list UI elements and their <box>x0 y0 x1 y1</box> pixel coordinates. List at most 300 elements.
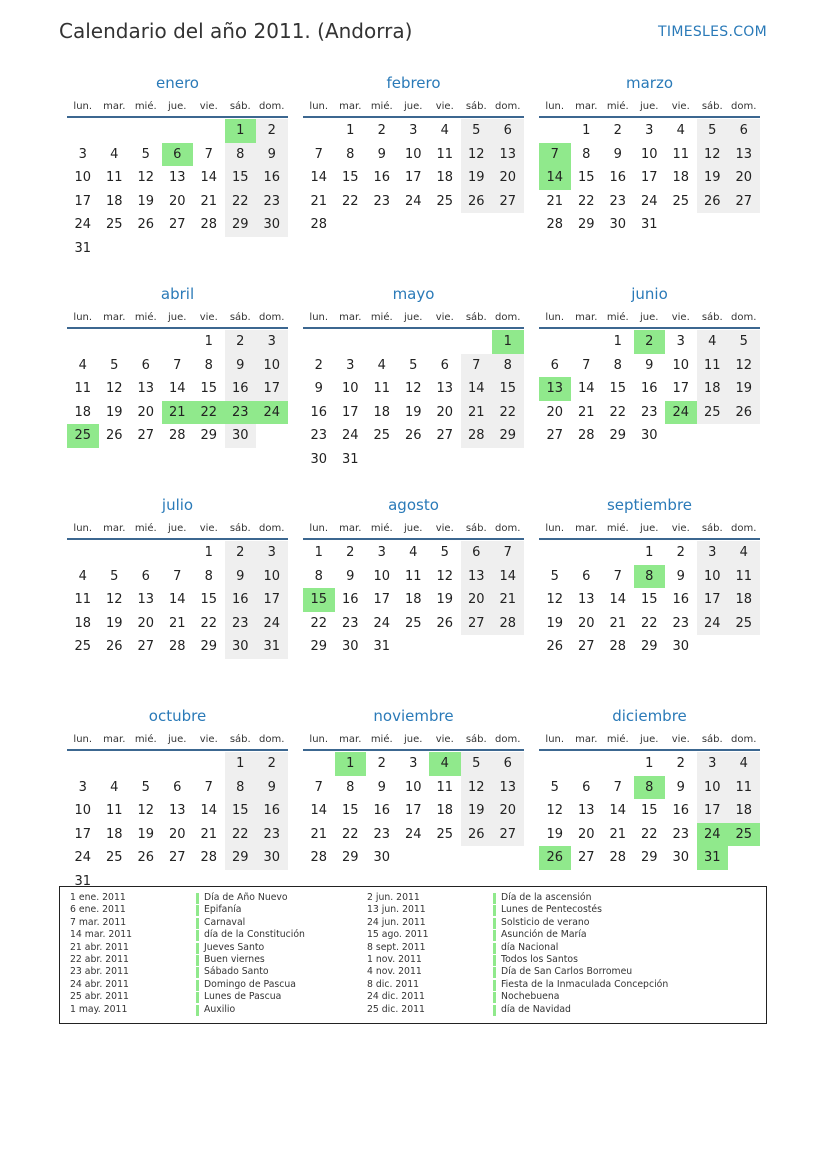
holiday-date: 24 jun. 2011 <box>367 916 426 928</box>
day-cell: 29 <box>200 639 218 654</box>
day-cell: 17 <box>640 170 658 185</box>
weekday-header: sáb. <box>701 101 723 112</box>
day-cell: 12 <box>546 803 564 818</box>
day-cell: 30 <box>672 850 690 865</box>
day-cell: 5 <box>550 779 559 795</box>
month-name: septiembre <box>606 496 693 514</box>
holiday-name: Buen viernes <box>204 954 265 965</box>
day-cell: 3 <box>409 123 418 138</box>
holiday-color-marker <box>493 980 496 991</box>
day-cell: 9 <box>676 779 685 795</box>
month-rule <box>303 538 524 540</box>
day-cell: 7 <box>204 779 213 795</box>
day-cell: 15 <box>640 803 658 818</box>
day-cell: 2 <box>377 123 386 138</box>
day-cell: 16 <box>640 381 658 396</box>
day-cell: 11 <box>404 568 422 584</box>
day-cell: 2 <box>225 330 257 354</box>
day-cell: 16 <box>310 404 328 420</box>
day-cell: 16 <box>609 170 627 185</box>
day-cell: 20 <box>577 826 595 842</box>
day-cell: 28 <box>492 612 524 636</box>
weekday-header: vie. <box>199 101 218 112</box>
day-cell: 1 <box>645 545 654 560</box>
day-cell: 5 <box>550 568 559 584</box>
weekday-header: mar. <box>575 101 598 112</box>
day-cell: 28 <box>310 217 328 232</box>
holiday-day-cell: 1 <box>335 752 367 776</box>
weekday-header: mié. <box>370 523 393 534</box>
day-cell: 31 <box>341 451 359 467</box>
holiday-date: 4 nov. 2011 <box>367 966 422 978</box>
day-cell: 5 <box>110 357 119 373</box>
holiday-name: Día de la ascensión <box>501 892 592 903</box>
day-cell: 4 <box>78 568 87 584</box>
holiday-date: 1 nov. 2011 <box>367 954 422 965</box>
holiday-date: 8 sept. 2011 <box>367 941 426 953</box>
day-cell: 27 <box>728 190 760 214</box>
weekday-header: jue. <box>404 101 423 112</box>
weekday-header: jue. <box>404 312 423 323</box>
day-cell: 20 <box>492 799 524 823</box>
day-cell: 15 <box>200 381 218 396</box>
day-cell: 1 <box>346 123 355 138</box>
holiday-color-marker <box>493 992 496 1003</box>
weekday-header: lun. <box>73 312 93 323</box>
day-cell: 19 <box>546 826 564 842</box>
holiday-date: 24 abr. 2011 <box>70 978 129 990</box>
holiday-list-item <box>367 1004 657 1016</box>
month-name: diciembre <box>612 707 687 725</box>
day-cell: 11 <box>436 146 454 162</box>
day-cell: 7 <box>173 568 182 584</box>
day-cell: 24 <box>404 193 422 209</box>
day-cell: 9 <box>314 381 323 396</box>
day-cell: 27 <box>168 850 186 865</box>
day-cell: 9 <box>645 357 654 373</box>
holiday-day-cell: 26 <box>539 846 571 870</box>
holiday-day-cell: 14 <box>539 166 571 190</box>
day-cell: 6 <box>550 357 559 373</box>
day-cell: 27 <box>546 428 564 443</box>
weekday-header: vie. <box>671 312 690 323</box>
day-cell: 14 <box>577 381 595 396</box>
day-cell: 10 <box>373 568 391 584</box>
day-cell: 19 <box>137 826 155 842</box>
day-cell: 15 <box>577 170 595 185</box>
holiday-list-item <box>367 892 657 904</box>
day-cell: 14 <box>492 565 524 589</box>
day-cell: 27 <box>577 639 595 654</box>
day-cell: 5 <box>141 146 150 162</box>
day-cell: 21 <box>577 404 595 420</box>
day-cell: 17 <box>404 803 422 818</box>
weekday-header: jue. <box>404 523 423 534</box>
day-cell: 1 <box>613 334 622 349</box>
day-cell: 20 <box>492 166 524 190</box>
day-cell: 27 <box>168 217 186 232</box>
day-cell: 7 <box>613 568 622 584</box>
holiday-name: día de Navidad <box>501 1003 571 1015</box>
brand-link[interactable]: TIMESLES.COM <box>658 24 767 40</box>
holiday-list-item <box>70 929 360 941</box>
holiday-name: Lunes de Pascua <box>204 991 282 1003</box>
day-cell: 14 <box>310 170 328 185</box>
day-cell: 19 <box>461 166 493 190</box>
month-name: mayo <box>392 285 435 303</box>
day-cell: 10 <box>341 381 359 396</box>
weekday-header: lun. <box>309 312 329 323</box>
weekday-header: mié. <box>134 101 157 112</box>
day-cell: 25 <box>74 639 92 654</box>
day-cell: 30 <box>609 217 627 232</box>
weekday-header: sáb. <box>229 523 251 534</box>
holiday-date: 13 jun. 2011 <box>367 904 426 916</box>
weekday-header: mar. <box>575 523 598 534</box>
day-cell: 18 <box>404 592 422 607</box>
day-cell: 12 <box>697 143 729 167</box>
holiday-list-item <box>70 954 360 966</box>
holiday-date: 21 abr. 2011 <box>70 941 129 953</box>
month-rule <box>539 327 760 329</box>
day-cell: 1 <box>204 334 213 349</box>
day-cell: 22 <box>341 826 359 842</box>
month-name: febrero <box>386 74 441 92</box>
day-cell: 3 <box>256 541 288 565</box>
day-cell: 7 <box>314 146 323 162</box>
day-cell: 30 <box>310 451 328 467</box>
holiday-color-marker <box>493 955 496 966</box>
day-cell: 23 <box>640 404 658 420</box>
day-cell: 19 <box>728 377 760 401</box>
day-cell: 14 <box>609 592 627 607</box>
holiday-date: 23 abr. 2011 <box>70 966 129 978</box>
weekday-header: mié. <box>370 734 393 745</box>
day-cell: 17 <box>404 170 422 185</box>
day-cell: 2 <box>346 545 355 560</box>
holiday-day-cell: 25 <box>728 823 760 847</box>
day-cell: 5 <box>110 568 119 584</box>
weekday-header: lun. <box>545 734 565 745</box>
day-cell: 17 <box>697 588 729 612</box>
day-cell: 18 <box>697 377 729 401</box>
holiday-day-cell: 7 <box>539 143 571 167</box>
day-cell: 20 <box>168 826 186 842</box>
weekday-header: sáb. <box>465 734 487 745</box>
holiday-color-marker <box>196 943 199 954</box>
day-cell: 22 <box>492 401 524 425</box>
holiday-list-item <box>367 978 669 991</box>
weekday-header: dom. <box>731 523 757 534</box>
weekday-header: mar. <box>575 312 598 323</box>
day-cell: 19 <box>105 404 123 420</box>
holiday-name: Jueves Santo <box>204 941 265 953</box>
day-cell: 12 <box>436 568 454 584</box>
holiday-name: día Nacional <box>501 941 559 953</box>
day-cell: 19 <box>404 404 422 420</box>
day-cell: 6 <box>440 357 449 373</box>
weekday-header: lun. <box>309 734 329 745</box>
page-title: Calendario del año 2011. (Andorra) <box>59 19 413 43</box>
day-cell: 16 <box>225 377 257 401</box>
day-cell: 19 <box>137 193 155 209</box>
weekday-header: lun. <box>73 101 93 112</box>
weekday-header: jue. <box>640 734 659 745</box>
day-cell: 18 <box>105 193 123 209</box>
weekday-header: mar. <box>103 101 126 112</box>
day-cell: 9 <box>346 568 355 584</box>
day-cell: 10 <box>256 565 288 589</box>
day-cell: 5 <box>440 545 449 560</box>
day-cell: 28 <box>461 424 493 448</box>
weekday-header: vie. <box>671 734 690 745</box>
weekday-header: vie. <box>671 523 690 534</box>
day-cell: 30 <box>256 846 288 870</box>
day-cell: 2 <box>377 756 386 771</box>
day-cell: 4 <box>697 330 729 354</box>
day-cell: 7 <box>492 541 524 565</box>
day-cell: 22 <box>640 615 658 631</box>
day-cell: 12 <box>404 381 422 396</box>
day-cell: 20 <box>436 404 454 420</box>
day-cell: 27 <box>436 428 454 443</box>
day-cell: 5 <box>409 357 418 373</box>
day-cell: 13 <box>492 776 524 800</box>
day-cell: 16 <box>672 592 690 607</box>
holiday-list-item <box>70 942 360 954</box>
weekday-header: sáb. <box>229 312 251 323</box>
holiday-color-marker <box>493 930 496 941</box>
holiday-color-marker <box>196 955 199 966</box>
day-cell: 7 <box>613 779 622 795</box>
day-cell: 25 <box>105 850 123 865</box>
day-cell: 21 <box>310 826 328 842</box>
holiday-day-cell: 6 <box>162 143 194 167</box>
weekday-header: sáb. <box>701 312 723 323</box>
weekday-header: vie. <box>435 734 454 745</box>
weekday-header: vie. <box>671 101 690 112</box>
day-cell: 1 <box>225 752 257 776</box>
day-cell: 15 <box>640 592 658 607</box>
weekday-header: mar. <box>103 312 126 323</box>
day-cell: 27 <box>137 639 155 654</box>
day-cell: 27 <box>461 612 493 636</box>
day-cell: 26 <box>546 639 564 654</box>
day-cell: 12 <box>461 143 493 167</box>
holiday-date: 7 mar. 2011 <box>70 916 127 928</box>
day-cell: 22 <box>225 823 257 847</box>
month-name: octubre <box>148 707 207 725</box>
holiday-day-cell: 1 <box>225 119 257 143</box>
holiday-name: Domingo de Pascua <box>204 978 296 990</box>
day-cell: 15 <box>225 799 257 823</box>
weekday-header: sáb. <box>465 101 487 112</box>
day-cell: 28 <box>168 639 186 654</box>
holiday-date: 25 dic. 2011 <box>367 1003 425 1015</box>
weekday-header: vie. <box>435 101 454 112</box>
day-cell: 5 <box>697 119 729 143</box>
holiday-day-cell: 15 <box>303 588 335 612</box>
holiday-day-cell: 22 <box>193 401 225 425</box>
holiday-day-cell: 31 <box>697 846 729 870</box>
day-cell: 12 <box>137 803 155 818</box>
day-cell: 4 <box>676 123 685 138</box>
day-cell: 16 <box>672 803 690 818</box>
day-cell: 1 <box>582 123 591 138</box>
weekday-header: lun. <box>545 523 565 534</box>
holiday-list-item <box>367 991 657 1003</box>
day-cell: 11 <box>436 779 454 795</box>
month-name: julio <box>161 496 194 514</box>
day-cell: 3 <box>645 123 654 138</box>
day-cell: 23 <box>310 428 328 443</box>
weekday-header: vie. <box>199 312 218 323</box>
day-cell: 11 <box>728 565 760 589</box>
day-cell: 31 <box>74 873 92 889</box>
day-cell: 29 <box>640 639 658 654</box>
day-cell: 4 <box>728 541 760 565</box>
day-cell: 12 <box>105 381 123 396</box>
day-cell: 14 <box>200 170 218 185</box>
day-cell: 28 <box>609 639 627 654</box>
day-cell: 26 <box>137 217 155 232</box>
weekday-header: lun. <box>73 523 93 534</box>
month-rule <box>67 327 288 329</box>
day-cell: 14 <box>168 592 186 607</box>
day-cell: 4 <box>440 123 449 138</box>
day-cell: 4 <box>110 779 119 795</box>
holiday-list-item <box>70 979 360 991</box>
day-cell: 25 <box>436 826 454 842</box>
day-cell: 13 <box>577 592 595 607</box>
day-cell: 11 <box>728 776 760 800</box>
weekday-header: jue. <box>640 312 659 323</box>
weekday-header: lun. <box>545 101 565 112</box>
day-cell: 25 <box>404 615 422 631</box>
day-cell: 26 <box>105 639 123 654</box>
day-cell: 27 <box>577 850 595 865</box>
day-cell: 18 <box>74 615 92 631</box>
holiday-color-marker <box>196 930 199 941</box>
weekday-header: dom. <box>259 734 285 745</box>
holiday-list-item <box>367 904 657 916</box>
weekday-header: jue. <box>168 101 187 112</box>
day-cell: 5 <box>728 330 760 354</box>
holiday-day-cell: 24 <box>256 401 288 425</box>
holiday-color-marker <box>493 967 496 978</box>
day-cell: 10 <box>640 146 658 162</box>
day-cell: 29 <box>492 424 524 448</box>
day-cell: 28 <box>546 217 564 232</box>
month-rule <box>67 116 288 118</box>
day-cell: 4 <box>110 146 119 162</box>
day-cell: 17 <box>341 404 359 420</box>
month-name: junio <box>631 285 668 303</box>
day-cell: 29 <box>577 217 595 232</box>
day-cell: 13 <box>168 803 186 818</box>
day-cell: 22 <box>609 404 627 420</box>
day-cell: 18 <box>436 170 454 185</box>
month-rule <box>539 538 760 540</box>
weekday-header: sáb. <box>465 523 487 534</box>
day-cell: 1 <box>314 545 323 560</box>
day-cell: 3 <box>409 756 418 771</box>
holiday-date: 6 ene. 2011 <box>70 904 126 916</box>
weekday-header: dom. <box>495 312 521 323</box>
day-cell: 14 <box>310 803 328 818</box>
holiday-name: Día de Año Nuevo <box>204 892 288 903</box>
day-cell: 24 <box>697 612 729 636</box>
day-cell: 15 <box>225 166 257 190</box>
day-cell: 31 <box>373 639 391 654</box>
day-cell: 12 <box>461 776 493 800</box>
day-cell: 6 <box>492 119 524 143</box>
day-cell: 3 <box>78 146 87 162</box>
holiday-day-cell: 4 <box>429 752 461 776</box>
day-cell: 27 <box>137 428 155 443</box>
day-cell: 20 <box>137 404 155 420</box>
day-cell: 13 <box>436 381 454 396</box>
day-cell: 25 <box>105 217 123 232</box>
day-cell: 18 <box>105 826 123 842</box>
day-cell: 14 <box>461 377 493 401</box>
day-cell: 13 <box>577 803 595 818</box>
day-cell: 5 <box>141 779 150 795</box>
day-cell: 6 <box>173 779 182 795</box>
day-cell: 24 <box>404 826 422 842</box>
day-cell: 24 <box>640 193 658 209</box>
holiday-name: Solsticio de verano <box>501 916 590 928</box>
weekday-header: lun. <box>73 734 93 745</box>
day-cell: 22 <box>341 193 359 209</box>
holiday-day-cell: 13 <box>539 377 571 401</box>
day-cell: 7 <box>314 779 323 795</box>
month-name: noviembre <box>373 707 454 725</box>
weekday-header: dom. <box>259 101 285 112</box>
weekday-header: mar. <box>103 734 126 745</box>
day-cell: 31 <box>256 635 288 659</box>
day-cell: 6 <box>141 568 150 584</box>
weekday-header: dom. <box>495 101 521 112</box>
weekday-header: dom. <box>259 523 285 534</box>
holiday-name: Todos los Santos <box>501 954 578 965</box>
holiday-day-cell: 2 <box>634 330 666 354</box>
day-cell: 8 <box>225 143 257 167</box>
day-cell: 23 <box>672 826 690 842</box>
day-cell: 25 <box>672 193 690 209</box>
day-cell: 4 <box>409 545 418 560</box>
weekday-header: mié. <box>370 101 393 112</box>
weekday-header: dom. <box>259 312 285 323</box>
day-cell: 17 <box>256 588 288 612</box>
day-cell: 12 <box>728 354 760 378</box>
day-cell: 16 <box>373 803 391 818</box>
holiday-date: 25 abr. 2011 <box>70 991 129 1003</box>
day-cell: 24 <box>74 217 92 232</box>
day-cell: 29 <box>341 850 359 865</box>
day-cell: 15 <box>200 592 218 607</box>
day-cell: 11 <box>105 803 123 818</box>
holiday-list-item <box>70 892 360 904</box>
weekday-header: mié. <box>606 312 629 323</box>
day-cell: 11 <box>105 170 123 185</box>
day-cell: 15 <box>341 803 359 818</box>
day-cell: 17 <box>74 193 92 209</box>
day-cell: 13 <box>137 592 155 607</box>
day-cell: 11 <box>697 354 729 378</box>
holiday-date: 1 may. 2011 <box>70 1003 128 1015</box>
day-cell: 26 <box>697 190 729 214</box>
